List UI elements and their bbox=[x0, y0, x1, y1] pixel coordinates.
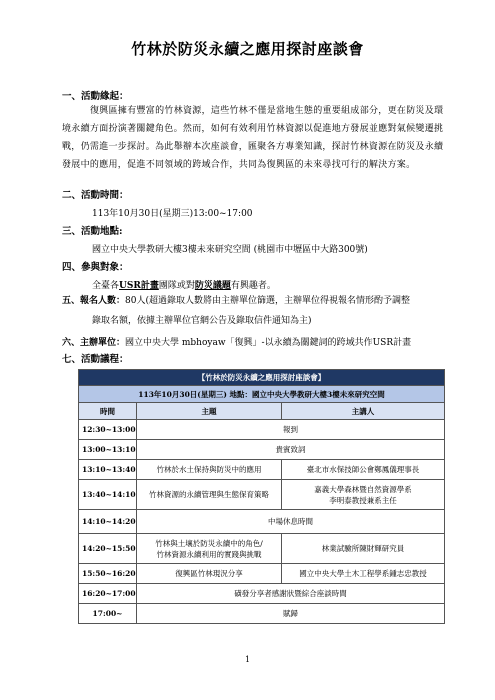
row-time: 17:00~ bbox=[79, 604, 137, 624]
section-4-text-mid: 團隊或對 bbox=[158, 281, 195, 291]
column-header-time: 時間 bbox=[79, 403, 137, 420]
row-topic: 竹林資源的永續管理與生態保育策略 bbox=[137, 480, 282, 510]
section-1-body: 復興區擁有豐富的竹林資源，這些竹林不僅是當地生態的重要組成部分，更在防災及環境永續方面扮演著關鍵角色。然而，如何有效利用竹林資源以促進地方發展並應對氣候變遷挑戰，仍需進一步探討。為此舉辦本次座談會，匯聚各方專業知識，探討竹林資源在防災及永續發展中的應用，促進不同領域的跨域合作，共同為復興區的未來尋找可行的解決方案。 bbox=[62, 106, 444, 170]
document-title: 竹林於防災永續之應用探討座談會 bbox=[131, 40, 364, 58]
row-time: 13:00~13:10 bbox=[79, 440, 137, 460]
section-4-body bbox=[92, 278, 276, 291]
row-merged-item: 中場休息時間 bbox=[137, 510, 445, 534]
usr-plan-emphasis: USR計畫 bbox=[119, 281, 159, 291]
section-2-body: 113年10月30日(星期三)13:00~17:00 bbox=[92, 209, 253, 219]
schedule-info: 113年10月30日(星期三) 地點：國立中央大學教研大樓3樓未來研究空間 bbox=[79, 386, 445, 403]
column-header-speaker: 主講人 bbox=[282, 403, 445, 420]
schedule-info-row bbox=[79, 386, 445, 403]
schedule-title: 【竹林於防災永續之應用探討座談會】 bbox=[79, 370, 445, 386]
table-row bbox=[79, 440, 445, 460]
schedule-header-row bbox=[79, 403, 445, 420]
disaster-topic-emphasis: 防災議題 bbox=[194, 281, 231, 291]
row-merged-item: 磺發分享者感謝狀暨綜合座談時間 bbox=[137, 584, 445, 604]
section-1-heading: 一、活動緣起： bbox=[62, 91, 129, 102]
table-row bbox=[79, 420, 445, 440]
section-5 bbox=[62, 291, 448, 331]
table-row bbox=[79, 510, 445, 534]
table-row bbox=[79, 534, 445, 564]
section-6 bbox=[62, 333, 448, 353]
section-5-line-1: 80人(超過錄取人數將由主辦單位篩選，主辦單位得視報名情形酌予調整 bbox=[125, 296, 410, 306]
row-merged-item: 報到 bbox=[137, 420, 445, 440]
schedule-table bbox=[78, 369, 445, 624]
row-time: 12:30~13:00 bbox=[79, 420, 137, 440]
column-header-topic: 主題 bbox=[137, 403, 282, 420]
table-row bbox=[79, 584, 445, 604]
row-time: 15:50~16:20 bbox=[79, 564, 137, 584]
section-5-label: 五、報名人數： bbox=[62, 296, 126, 306]
row-time: 14:20~15:50 bbox=[79, 534, 137, 564]
schedule-title-row bbox=[79, 370, 445, 386]
row-time: 13:10~13:40 bbox=[79, 460, 137, 480]
row-merged-item: 貴賓致詞 bbox=[137, 440, 445, 460]
row-merged-item: 賦歸 bbox=[137, 604, 445, 624]
section-3-heading: 三、活動地點: bbox=[62, 226, 123, 237]
table-row bbox=[79, 480, 445, 510]
row-speaker: 臺北市水保技師公會鄭鳳儀理事長 bbox=[282, 460, 445, 480]
row-speaker: 國立中央大學土木工程學系鍾志忠教授 bbox=[282, 564, 445, 584]
row-topic: 竹林於水土保持與防災中的應用 bbox=[137, 460, 282, 480]
row-time: 16:20~17:00 bbox=[79, 584, 137, 604]
table-row bbox=[79, 460, 445, 480]
row-time: 14:10~14:20 bbox=[79, 510, 137, 534]
section-7-heading: 七、活動議程： bbox=[62, 354, 129, 365]
section-3-body: 國立中央大學教研大樓3樓未來研究空間 (桃園市中壢區中大路300號) bbox=[92, 245, 368, 255]
section-6-label: 六、主辦單位： bbox=[62, 338, 126, 348]
row-topic: 復興區竹林現況分享 bbox=[137, 564, 282, 584]
page-number: 1 bbox=[244, 655, 251, 664]
row-speaker: 嘉義大學森林暨自然資源學系 李明泰教授兼系主任 bbox=[282, 480, 445, 510]
table-row bbox=[79, 564, 445, 584]
section-2-heading: 二、活動時間： bbox=[62, 190, 129, 201]
row-time: 13:40~14:10 bbox=[79, 480, 137, 510]
section-4-text-post: 有興趣者。 bbox=[230, 281, 276, 291]
row-topic: 竹林與土壤於防災永續中的角色/ 竹林資源永續利用的實踐與挑戰 bbox=[137, 534, 282, 564]
row-speaker: 林業試驗所陳財輝研究員 bbox=[282, 534, 445, 564]
table-row bbox=[79, 604, 445, 624]
section-4-text-pre: 全臺各 bbox=[92, 281, 120, 291]
section-6-body: 國立中央大學 mbhoyaw「復興」-以永續為關鍵詞的跨域共作USR計畫 bbox=[125, 338, 412, 348]
section-5-line-2: 錄取名額，依據主辦單位官網公告及錄取信件通知為主) bbox=[92, 316, 312, 326]
section-4-heading: 四、參與對象： bbox=[62, 262, 129, 273]
